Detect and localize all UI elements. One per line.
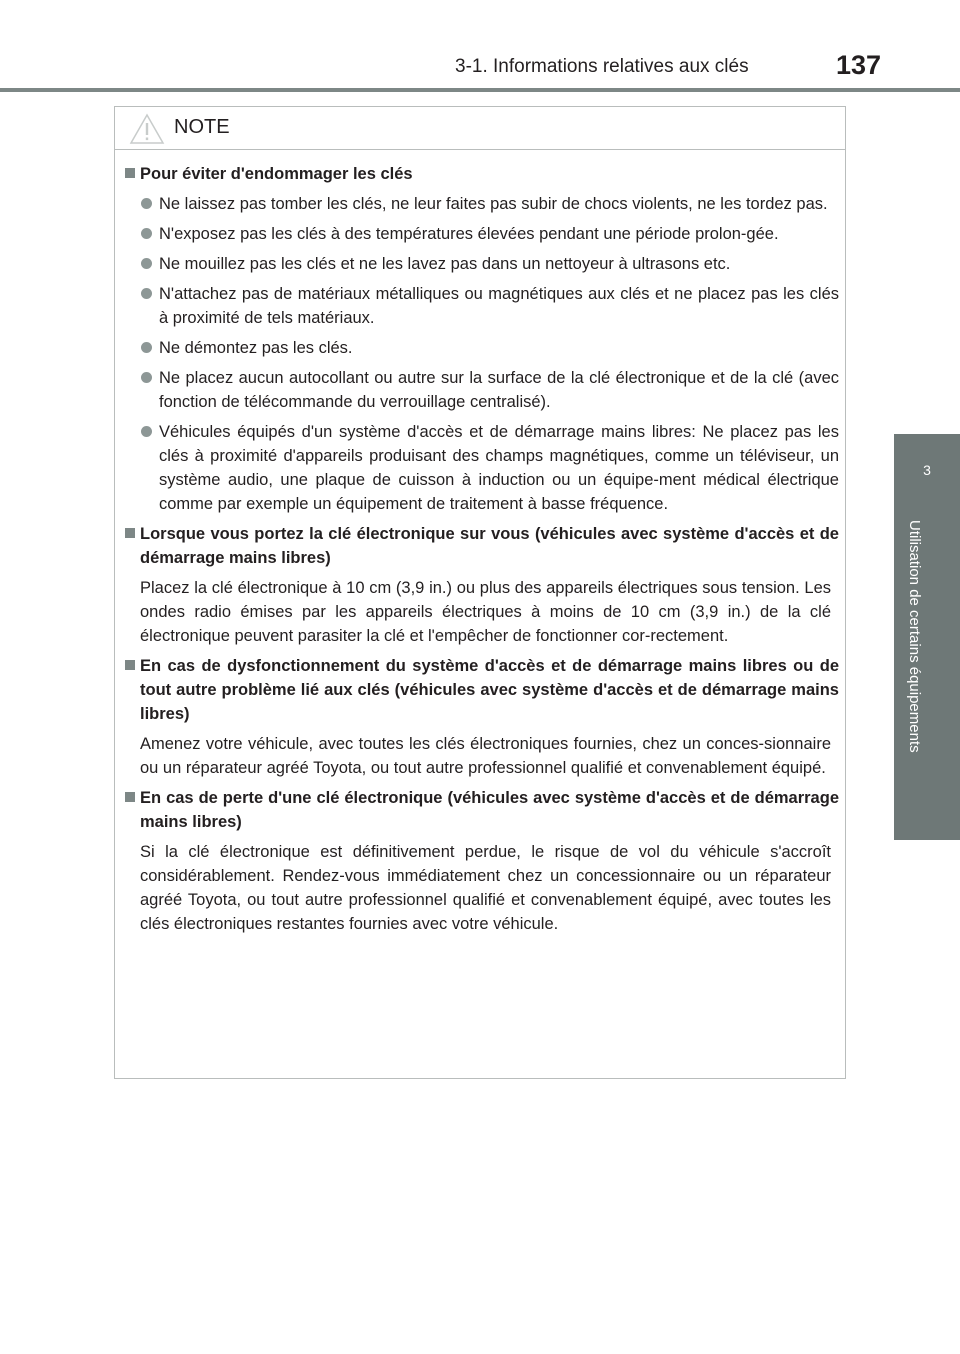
list-item-text: Ne mouillez pas les clés et ne les lavez pas dans un nettoyeur à ultrasons etc. <box>159 255 731 273</box>
note-header <box>115 107 845 150</box>
square-bullet-icon <box>125 168 135 178</box>
note-section <box>125 162 839 516</box>
circle-bullet-icon <box>141 426 152 437</box>
square-bullet-icon <box>125 792 135 802</box>
page-number: 137 <box>836 50 882 80</box>
list-item <box>140 336 839 360</box>
list-item <box>140 222 839 246</box>
section-paragraph: Amenez votre véhicule, avec toutes les clés électroniques fournies, chez un conces-sionnaire ou un réparateur agréé Toyota, ou tout autre professionnel qualifié et convenablement équipé. <box>140 735 831 777</box>
list-item <box>140 366 839 414</box>
note-title: NOTE <box>174 116 230 138</box>
chapter-title: Utilisation de certains équipements <box>906 520 923 753</box>
circle-bullet-icon <box>141 288 152 299</box>
list-item-text: N'attachez pas de matériaux métalliques ou magnétiques aux clés et ne placez pas les clés à proximité de tels matériaux. <box>159 285 839 327</box>
list-item <box>140 282 839 330</box>
chapter-number: 3 <box>923 462 931 478</box>
list-item <box>140 420 839 516</box>
note-section <box>125 522 839 648</box>
circle-bullet-icon <box>141 228 152 239</box>
circle-bullet-icon <box>141 198 152 209</box>
circle-bullet-icon <box>141 342 152 353</box>
section-title: Pour éviter d'endommager les clés <box>140 165 413 183</box>
list-item <box>140 252 839 276</box>
circle-bullet-icon <box>141 258 152 269</box>
section-title: En cas de dysfonctionnement du système d'accès et de démarrage mains libres ou de tout autre problème lié aux clés (véhicules avec système d'accès et de démarrage mains libres) <box>140 657 839 723</box>
note-box <box>114 106 846 1079</box>
list-item-text: Ne laissez pas tomber les clés, ne leur faites pas subir de chocs violents, ne les tordez pas. <box>159 195 828 213</box>
list-item-text: Ne placez aucun autocollant ou autre sur la surface de la clé électronique et de la clé (avec fonction de télécommande du verrouillage centralisé). <box>159 369 839 411</box>
list-item-text: N'exposez pas les clés à des températures élevées pendant une période prolon-gée. <box>159 225 779 243</box>
chapter-side-tab <box>894 434 960 840</box>
square-bullet-icon <box>125 660 135 670</box>
square-bullet-icon <box>125 528 135 538</box>
note-content <box>125 162 839 942</box>
section-paragraph: Si la clé électronique est définitivement perdue, le risque de vol du véhicule s'accroît considérablement. Rendez-vous immédiatement chez un concessionnaire ou un réparateur agréé Toyota, ou tout autre professionnel qualifié et convenablement équipé, avec toutes les clés électroniques restantes fournies avec votre véhicule. <box>140 843 831 933</box>
list-item-text: Ne démontez pas les clés. <box>159 339 353 357</box>
header-rule <box>0 88 960 92</box>
running-header: 3-1. Informations relatives aux clés <box>455 56 749 77</box>
note-section <box>125 786 839 936</box>
warning-triangle-icon <box>129 113 165 145</box>
list-item-text: Véhicules équipés d'un système d'accès et de démarrage mains libres: Ne placez pas les clés à proximité d'appareils produisant des champs magnétiques, comme un téléviseur, un système audio, une plaque de cuisson à induction ou un équipe-ment médical électrique comme par exemple un équipement de traitement à basse fréquence. <box>159 423 839 513</box>
list-item <box>140 192 839 216</box>
section-title: Lorsque vous portez la clé électronique sur vous (véhicules avec système d'accès et de démarrage mains libres) <box>140 525 839 567</box>
section-paragraph: Placez la clé électronique à 10 cm (3,9 in.) ou plus des appareils électriques sous tension. Les ondes radio émises par les appareils électriques à moins de 10 cm (3,9 in.) de la clé électronique peuvent parasiter la clé et l'empêcher de fonctionner cor-rectement. <box>140 579 831 645</box>
circle-bullet-icon <box>141 372 152 383</box>
note-section <box>125 654 839 780</box>
section-title: En cas de perte d'une clé électronique (véhicules avec système d'accès et de démarrage mains libres) <box>140 789 839 831</box>
